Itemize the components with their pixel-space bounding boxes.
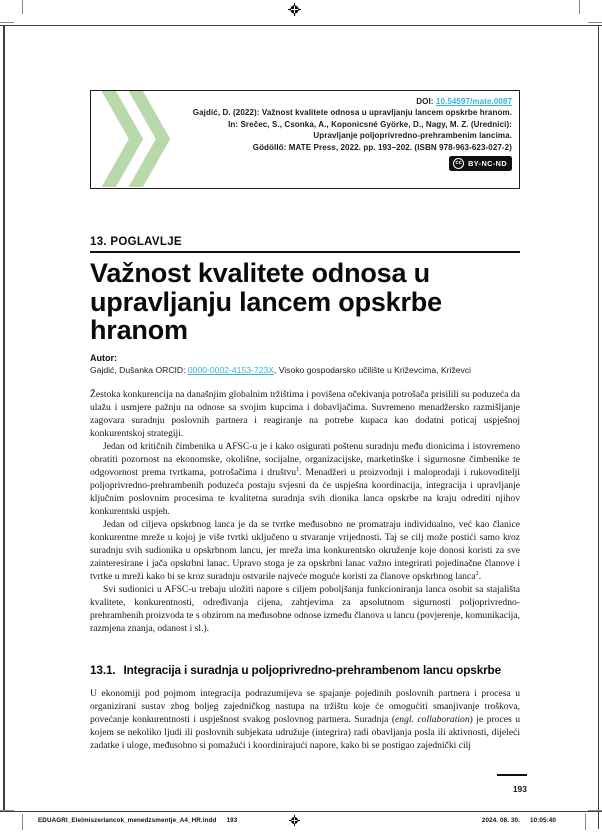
crop-mark (588, 810, 602, 811)
kicker-rule (90, 251, 520, 253)
citation-text (172, 96, 512, 171)
trim-line-bottom (0, 811, 602, 813)
author-name: Gajdić, Dušanka ORCID: (90, 365, 188, 375)
cc-icon: cc (453, 158, 464, 169)
author-line (90, 365, 528, 375)
trim-line-left (3, 25, 5, 811)
license-label: BY-NC-ND (468, 158, 507, 168)
slug-file-text: EDUAGRI_Elelmiszerlancok_menedzsmentje_A4_HR.indd (38, 817, 217, 824)
registration-mark-top-icon (288, 3, 301, 16)
section-title: Integracija i suradnja u poljoprivredno-prehrambenom lancu opskrbe (123, 663, 502, 677)
chapter-kicker: 13. POGLAVLJE (90, 236, 182, 248)
page-number: 193 (512, 784, 527, 794)
chapter-title: Važnost kvalitete odnosa u upravljanju lancem opskrbe hranom (90, 258, 442, 345)
doi-link[interactable]: 10.54597/mate.0087 (435, 97, 512, 106)
body-paragraph: Žestoka konkurencija na današnjim globalnim tržištima i povišena očekivanja potrošača prisilili su poduzeća da ulažu i usmjere pažnju na odnose sa svojim kupcima i dobavljačima. Suvremeno menadžersko razmišljanje zagovara suradnju poslovnih partnera i reagiranje na potrebe kupaca kao dodatni poticaj uspješnoj konkurentskoj strategiji. (90, 389, 520, 439)
crop-mark (579, 0, 580, 14)
crop-mark (0, 22, 14, 23)
orcid-link[interactable]: 0000-0002-4153-723X (187, 365, 274, 375)
slug-time: 10:05:40 (529, 817, 556, 824)
crop-mark (22, 814, 23, 830)
section-number: 13.1. (90, 663, 116, 677)
page-number-rule (497, 774, 527, 776)
slug-datetime (482, 817, 556, 824)
body-paragraph: Svi sudionici u AFSC-u trebaju uložiti napore s ciljem poboljšanja funkcioniranja lanca osobit sa stajališta kvalitete, konkurentnosti, određivanja cijena, zahtjevima za apsolutnom sigurnosti poljoprivredno-prehrambenih proizvoda te s obzirom na međusobne odnose između članova u lancu (povjerenje, komunikacija, razmjena znanja, odanost i sl.). (90, 584, 520, 634)
citation-box (90, 90, 520, 189)
crop-mark (22, 0, 23, 14)
crop-mark (0, 810, 14, 811)
citation-line: Gödöllő: MATE Press, 2022. pp. 193–202. (ISBN 978-963-623-027-2) (252, 142, 512, 152)
section-heading (90, 663, 530, 677)
body-paragraph: Jedan od ciljeva opskrbnog lanca je da se tvrtke međusobno ne promatraju individualno, već kao članice konkurentne mreže u kojoj je više tvrtki uključeno u stvaranje vrijednosti. Taj se cilj može postići samo kroz suradnju svih sudionika u opskrbnom lancu, jer mreža ima konkurentsko okruženje koje donosi koristi za sve zainteresirane i jača opskrbni lanac. Upravo stoga je za opskrbni lanac važno integrirati pojedinačne članove i tvrtke u mreži kako bi se kroz suradnju ostvarile najveće moguće koristi za članove opskrbnog lanca$^2$. (90, 519, 520, 582)
citation-line: In: Srečec, S., Csonka, A., Koponicsné Györke, D., Nagy, M. Z. (Urednici): (228, 119, 512, 129)
crop-mark (585, 814, 586, 830)
slug-date: 2024. 08. 30. (481, 817, 520, 824)
folio (90, 763, 527, 794)
section-paragraph: U ekonomiji pod pojmom integracija podrazumijeva se spajanje pojedinih poslovnih partnera i procesa u organizirani sustav zbog boljeg zajedničkog nastupa na tržištu koje će omogućiti smanjivanje troškova, povećanje konkurentnosti i uspješnost svakog poslovnog partnera. Suradnja (engl. collaboration) je proces u kojem se nekoliko ljudi ili poslovnih subjekata udružuje (integrira) radi obavljanja posla ili aktivnosti, dijeleći zadatke i uloge, međusobno si pomažući i koordinirajući napore, kako bi se postigao zajednički cilj (90, 688, 520, 751)
slug-file-page: 193 (226, 817, 238, 824)
registration-mark-bottom-icon (289, 813, 300, 824)
trim-line-right (598, 25, 600, 829)
citation-line: Gajdić, D. (2022): Važnost kvalitete odnosa u upravljanju lancem opskrbe hranom. (192, 108, 512, 118)
section-body (90, 687, 520, 752)
doi-line (172, 96, 512, 107)
body-text (90, 388, 520, 635)
trim-line-top (0, 25, 602, 27)
crop-mark (588, 22, 602, 23)
author-affiliation: , Visoko gospodarsko učilište u Križevcima, Križevci (273, 365, 472, 375)
publisher-chevron-logo-icon (91, 91, 171, 188)
cc-license-badge[interactable] (449, 156, 512, 171)
doi-label: DOI: (416, 97, 434, 106)
author-label: Autor: (90, 353, 117, 363)
body-paragraph: Jedan od kritičnih čimbenika u AFSC-u je i kako osigurati poštenu suradnju među dionicima i istovremeno obratiti pozornost na ekonomske, okolišne, socijalne, organizacijske, marketinške i sigurnosne čimbenike te odgovornost prema tvrtkama, potrošačima i društvu$^1$. Menadžeri u proizvodnji i maloprodaji i rukovoditelji poljoprivredno-prehrambenih poduzeća postaju svjesni da će uspješna koordinacija, integracija i upravljanje ključnim poslovnim procesima te kvalitetna suradnja svih dionika lanca opskrbe na kraju odrediti njihov konkurentski uspjeh. (90, 441, 520, 517)
citation-line: Upravljanje poljoprivredno-prehrambenim lancima. (313, 131, 512, 141)
slug-filename (38, 817, 237, 824)
